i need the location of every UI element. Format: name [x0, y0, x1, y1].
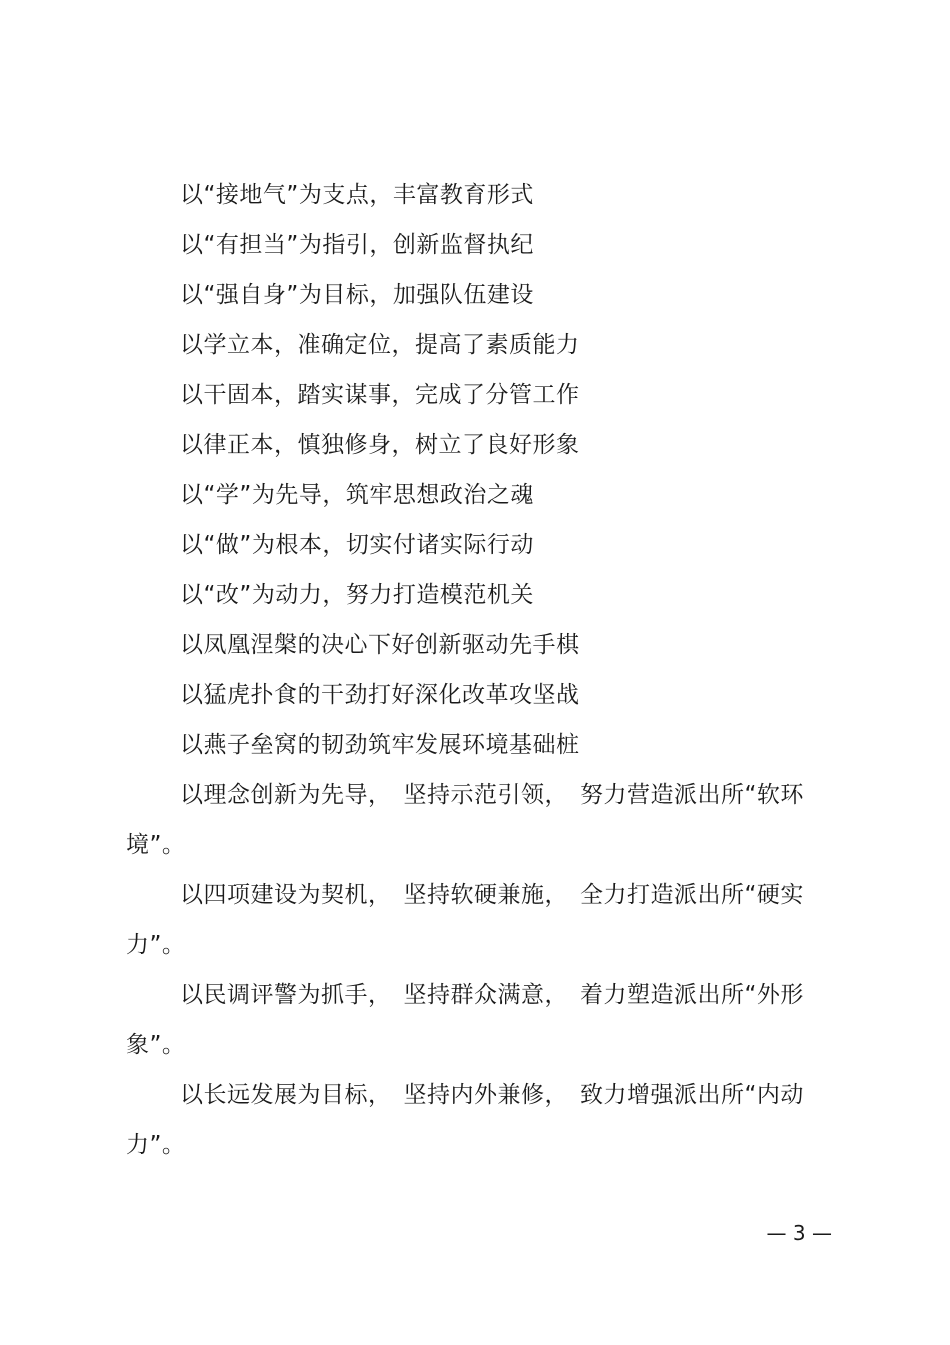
paragraph: 以民调评警为抓手， 坚持群众满意， 着力塑造派出所“外形象”。 — [126, 982, 804, 1058]
text-line: 以“学”为先导，筑牢思想政治之魂 — [180, 482, 534, 508]
text-line: 以“做”为根本，切实付诸实际行动 — [180, 532, 534, 558]
paragraph: 以四项建设为契机， 坚持软硬兼施， 全力打造派出所“硬实力”。 — [126, 882, 804, 958]
paragraph: 以理念创新为先导， 坚持示范引领， 努力营造派出所“软环境”。 — [126, 782, 804, 858]
text-line: 以学立本，准确定位，提高了素质能力 — [180, 332, 580, 358]
text-line: 以“有担当”为指引，创新监督执纪 — [180, 232, 534, 258]
text-line: 以燕子垒窝的韧劲筑牢发展环境基础桩 — [180, 732, 580, 758]
text-line: 以猛虎扑食的干劲打好深化改革攻坚战 — [180, 682, 580, 708]
paragraph: 以长远发展为目标， 坚持内外兼修， 致力增强派出所“内动力”。 — [126, 1082, 804, 1158]
text-line: 以凤凰涅槃的决心下好创新驱动先手棋 — [180, 632, 580, 658]
text-line: 以“强自身”为目标，加强队伍建设 — [180, 282, 534, 308]
text-line: 以“接地气”为支点，丰富教育形式 — [180, 182, 534, 208]
text-line: 以“改”为动力，努力打造模范机关 — [180, 582, 534, 608]
page-number: — 3 — — [766, 1221, 832, 1245]
text-line: 以律正本，慎独修身，树立了良好形象 — [180, 432, 580, 458]
body-text — [126, 170, 816, 1170]
text-line: 以干固本，踏实谋事，完成了分管工作 — [180, 382, 580, 408]
